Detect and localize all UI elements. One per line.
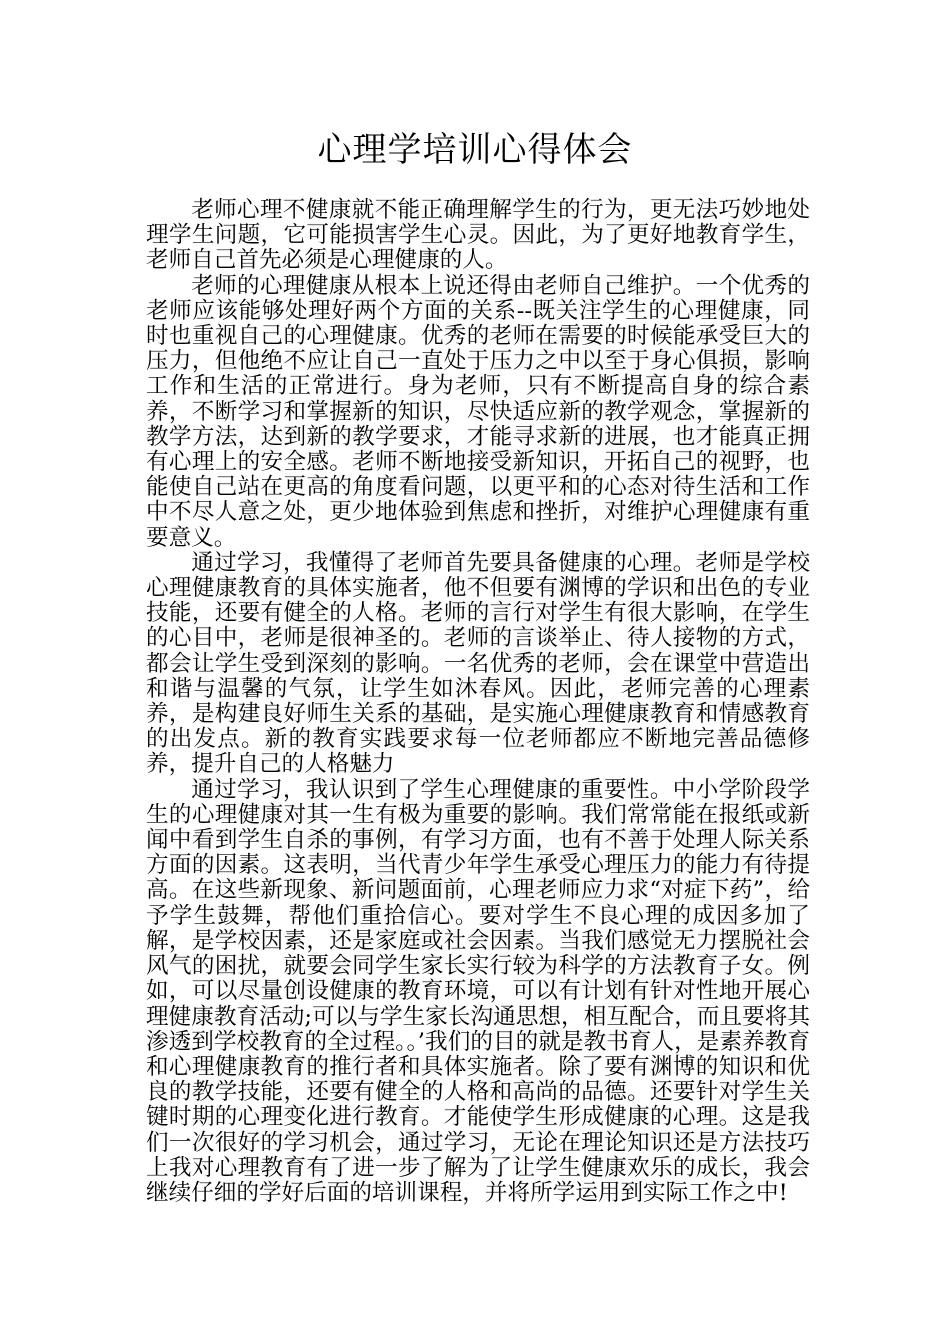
document-body: [146, 198, 810, 1206]
document-title: 心理学培训心得体会: [317, 130, 633, 170]
paragraph-1: 老师心理不健康就不能正确理解学生的行为，更无法巧妙地处理学生问题，它可能损害学生心灵。因此，为了更好地教育学生，老师自己首先必须是心理健康的人。: [146, 197, 810, 274]
paragraph-3: 通过学习，我懂得了老师首先要具备健康的心理。老师是学校心理健康教育的具体实施者，他不但要有渊博的学识和出色的专业技能，还要有健全的人格。老师的言行对学生有很大影响，在学生的心目中，老师是很神圣的。老师的言谈举止、待人接物的方式，都会让学生受到深刻的影响。一名优秀的老师，会在课堂中营造出和谐与温馨的气氛，让学生如沐春风。因此，老师完善的心理素养，是构建良好师生关系的基础，是实施心理健康教育和情感教育的出发点。新的教育实践要求每一位老师都应不断地完善品德修养，提升自己的人格魅力: [146, 549, 810, 778]
paragraph-4: 通过学习，我认识到了学生心理健康的重要性。中小学阶段学生的心理健康对其一生有极为重要的影响。我们常常能在报纸或新闻中看到学生自杀的事例，有学习方面，也有不善于处理人际关系方面的因素。这表明，当代青少年学生承受心理压力的能力有待提高。在这些新现象、新问题面前，心理老师应力求“对症下药”，给予学生鼓舞，帮他们重拾信心。要对学生不良心理的成因多加了解，是学校因素，还是家庭或社会因素。当我们感觉无力摆脱社会风气的困扰，就要会同学生家长实行较为科学的方法教育子女。例如，可以尽量创设健康的教育环境，可以有计划有针对性地开展心理健康教育活动;可以与学生家长沟通思想，相互配合，而且要将其渗透到学校教育的全过程。。’我们的目的就是教书育人，是素养教育和心理健康教育的推行者和具体实施者。除了要有渊博的知识和优良的教学技能，还要有健全的人格和高尚的品德。还要针对学生关键时期的心理变化进行教育。才能使学生形成健康的心理。这是我们一次很好的学习机会，通过学习，无论在理论知识还是方法技巧上我对心理教育有了进一步了解为了让学生健康欢乐的成长，我会继续仔细的学好后面的培训课程，并将所学运用到实际工作之中!: [146, 776, 810, 1206]
paragraph-2: 老师的心理健康从根本上说还得由老师自己维护。一个优秀的老师应该能够处理好两个方面的关系--既关注学生的心理健康，同时也重视自己的心理健康。优秀的老师在需要的时候能承受巨大的压力，但他绝不应让自己一直处于压力之中以至于身心俱损，影响工作和生活的正常进行。身为老师，只有不断提高自身的综合素养，不断学习和掌握新的知识，尽快适应新的教学观念，掌握新的教学方法，达到新的教学要求，才能寻求新的进展，也才能真正拥有心理上的安全感。老师不断地接受新知识，开拓自己的视野，也能使自己站在更高的角度看问题，以更平和的心态对待生活和工作中不尽人意之处，更少地体验到焦虑和挫折，对维护心理健康有重要意义。: [146, 272, 810, 551]
